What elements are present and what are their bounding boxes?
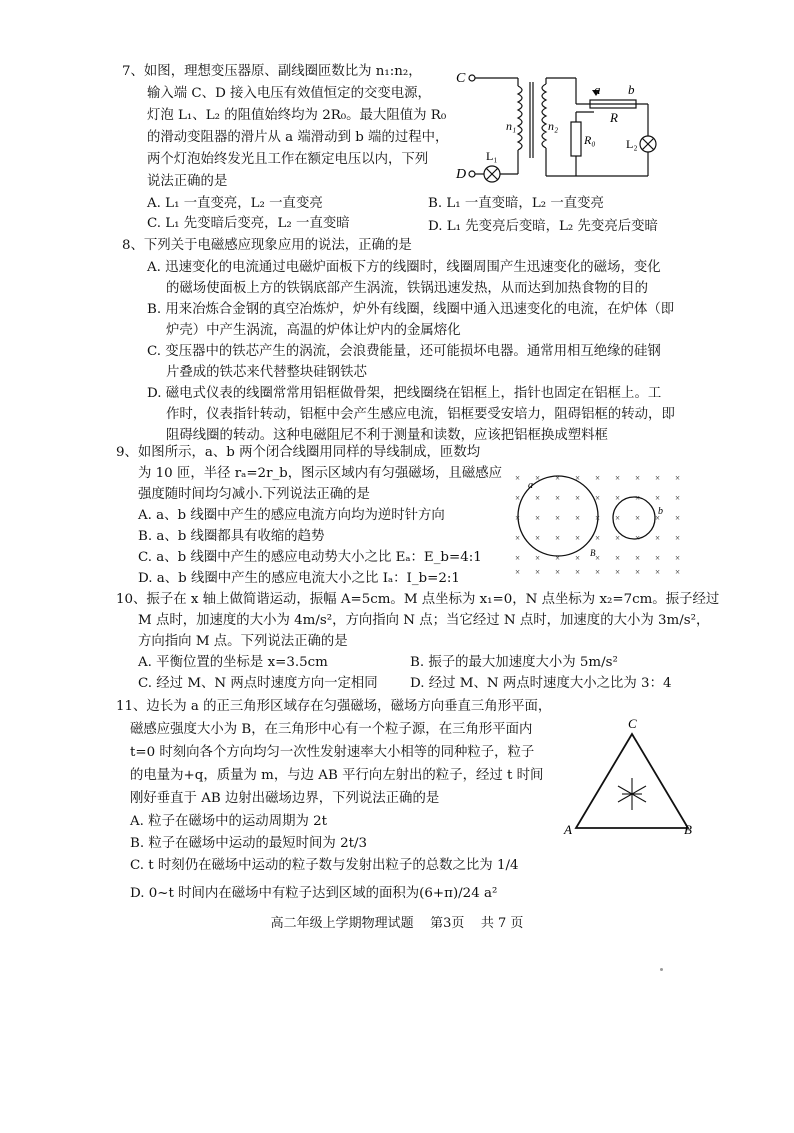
field-cross-mark: × [535, 513, 541, 523]
label-b: b [628, 82, 635, 97]
field-cross-mark: × [655, 567, 661, 577]
q8-option-c-line-2: 片叠成的铁芯来代替整块硅钢铁芯 [166, 365, 367, 380]
field-cross-mark: × [555, 493, 561, 503]
field-cross-mark: × [655, 493, 661, 503]
label-c: C [456, 71, 466, 86]
label-r: R [610, 110, 618, 125]
q7-stem-line-6: 说法正确的是 [147, 174, 228, 189]
field-cross-mark: × [555, 533, 561, 543]
q8-option-a-line-2: 的磁场使面板上方的铁锅底部产生涡流，铁锅迅速发热，从而达到加热食物的目的 [166, 281, 649, 296]
q9-option-d: D. a、b 线圈中产生的感应电流大小之比 Iₐ：I_b=2:1 [138, 571, 460, 586]
q11-option-d: D. 0~t 时间内在磁场中有粒子达到区域的面积为(6+π)/24 a² [130, 886, 498, 901]
q7-option-c: C. L₁ 先变暗后变亮，L₂ 一直变暗 [147, 216, 350, 231]
field-cross-mark: × [675, 533, 681, 543]
field-cross-mark: × [675, 553, 681, 563]
field-cross-mark: × [655, 533, 661, 543]
label-d: D [456, 167, 467, 182]
q11-option-c: C. t 时刻仍在磁场中运动的粒子数与发射出粒子的总数之比为 1/4 [130, 858, 519, 873]
field-cross-mark: × [635, 533, 641, 543]
q11-stem-line-4: 的电量为+q，质量为 m，与边 AB 平行向左射出的粒子，经过 t 时间 [130, 768, 544, 783]
field-cross-mark: × [615, 553, 621, 563]
field-cross-mark: × [635, 567, 641, 577]
q10-option-c: C. 经过 M、N 两点时速度方向一定相同 [138, 676, 378, 691]
label-n2: n₂ [548, 119, 559, 133]
field-cross-mark: × [615, 533, 621, 543]
q8-option-b-line-2: 炉壳）中产生涡流，高温的炉体让炉内的金属熔化 [166, 323, 461, 338]
label-field-b: B [590, 548, 596, 558]
q7-option-a: A. L₁ 一直变亮，L₂ 一直变亮 [147, 196, 323, 211]
field-cross-mark: × [555, 553, 561, 563]
q9-option-c: C. a、b 线圈中产生的感应电动势大小之比 Eₐ：E_b=4:1 [138, 550, 482, 565]
field-cross-mark: × [635, 553, 641, 563]
field-cross-mark: × [615, 473, 621, 483]
q10-option-a: A. 平衡位置的坐标是 x=3.5cm [138, 655, 328, 670]
field-cross-mark: × [535, 567, 541, 577]
q9-stem-line-2: 为 10 匝，半径 rₐ=2r_b，图示区域内有匀强磁场，且磁感应 [138, 466, 502, 481]
field-cross-mark: × [595, 493, 601, 503]
q11-stem-line-3: t=0 时刻向各个方向均匀一次性发射速率大小相等的同种粒子，粒子 [130, 745, 535, 760]
triangle-field-figure [560, 716, 700, 840]
q11-stem-line-5: 刚好垂直于 AB 边射出磁场边界，下列说法正确的是 [130, 791, 440, 806]
field-cross-mark: × [515, 553, 521, 563]
field-cross-mark: × [595, 473, 601, 483]
q7-stem-line-1: 7、如图，理想变压器原、副线圈匝数比为 n₁:n₂， [122, 64, 422, 79]
q7-option-d: D. L₁ 先变亮后变暗，L₂ 先变亮后变暗 [428, 219, 658, 234]
field-cross-mark: × [635, 473, 641, 483]
transformer-circuit-figure [452, 64, 678, 192]
q9-option-b: B. a、b 线圈都具有收缩的趋势 [138, 529, 325, 544]
q10-stem-line-1: 10、振子在 x 轴上做简谐运动，振幅 A=5cm。M 点坐标为 x₁=0，N 点坐标为 x₂=7cm。振子经过 [116, 592, 720, 607]
q7-stem-line-5: 两个灯泡始终发光且工作在额定电压以内，下列 [147, 152, 429, 167]
label-r0: R₀ [584, 133, 596, 147]
q8-option-a-line-1: A. 迅速变化的电流通过电磁炉面板下方的线圈时，线圈周围产生迅速变化的磁场，变化 [147, 260, 661, 275]
field-cross-mark: × [575, 493, 581, 503]
field-cross-mark: × [555, 567, 561, 577]
label-l2: L₂ [626, 137, 638, 151]
vertex-c: C [628, 716, 637, 731]
field-cross-mark: × [615, 513, 621, 523]
field-cross-mark: × [675, 493, 681, 503]
q9-option-a: A. a、b 线圈中产生的感应电流方向均为逆时针方向 [138, 508, 445, 523]
field-cross-mark: × [595, 553, 601, 563]
field-cross-mark: × [575, 567, 581, 577]
field-cross-mark: × [575, 533, 581, 543]
label-coil-a: a [528, 480, 533, 491]
field-cross-mark: × [575, 513, 581, 523]
field-cross-mark: × [655, 513, 661, 523]
q9-stem-line-3: 强度随时间均匀减小.下列说法正确的是 [138, 487, 370, 502]
q11-stem-line-1: 11、边长为 a 的正三角形区域存在匀强磁场，磁场方向垂直三角形平面， [116, 699, 552, 714]
field-cross-mark: × [595, 533, 601, 543]
field-cross-mark: × [655, 553, 661, 563]
q7-stem-line-3: 灯泡 L₁、L₂ 的阻值始终均为 2R₀。最大阻值为 R₀ [147, 108, 447, 123]
field-cross-mark: × [595, 513, 601, 523]
field-cross-mark: × [535, 533, 541, 543]
field-cross-mark: × [535, 553, 541, 563]
field-cross-mark: × [555, 473, 561, 483]
field-cross-mark: × [615, 493, 621, 503]
field-cross-mark: × [575, 553, 581, 563]
q11-stem-line-2: 磁感应强度大小为 B，在三角形中心有一个粒子源，在三角形平面内 [130, 722, 533, 737]
label-l1: L₁ [486, 149, 498, 163]
q8-option-d-line-1: D. 磁电式仪表的线圈常常用铝框做骨架，把线圈绕在铝框上，指针也固定在铝框上。工 [147, 386, 662, 401]
q10-stem-line-2: M 点时，加速度的大小为 4m/s²，方向指向 N 点；当它经过 N 点时，加速度的大小为 3m/s²， [138, 613, 710, 628]
vertex-a: A [564, 822, 572, 837]
q7-stem-line-2: 输入端 C、D 接入电压有效值恒定的交变电源， [147, 86, 431, 101]
q8-option-d-line-3: 阻碍线圈的转动。这种电磁阻尼不利于测量和读数，应该把铝框换成塑料框 [166, 428, 608, 443]
q7-option-b: B. L₁ 一直变暗，L₂ 一直变亮 [428, 196, 604, 211]
q10-stem-line-3: 方向指向 M 点。下列说法正确的是 [138, 634, 348, 649]
label-a: a [594, 82, 601, 97]
field-cross-mark: × [515, 473, 521, 483]
field-cross-mark: × [615, 567, 621, 577]
q8-stem: 8、下列关于电磁感应现象应用的说法，正确的是 [122, 238, 412, 253]
label-coil-b: b [658, 506, 663, 517]
q10-option-d: D. 经过 M、N 两点时速度大小之比为 3：4 [410, 676, 672, 691]
label-n1: n₁ [506, 119, 517, 133]
vertex-b: B [684, 822, 692, 837]
q8-option-b-line-1: B. 用来冶炼合金钢的真空冶炼炉，炉外有线圈，线圈中通入迅速变化的电流，在炉体（即 [147, 302, 675, 317]
field-cross-mark: × [515, 567, 521, 577]
field-cross-mark: × [635, 513, 641, 523]
field-cross-mark: × [655, 473, 661, 483]
particle-source-icon [618, 778, 646, 810]
q9-stem-line-1: 9、如图所示，a、b 两个闭合线圈用同样的导线制成，匝数均 [116, 445, 481, 460]
page-footer: 高二年级上学期物理试题 第3页 共 7 页 [270, 916, 524, 931]
field-cross-mark: × [675, 567, 681, 577]
field-cross-mark: × [515, 513, 521, 523]
q8-option-d-line-2: 作时，仪表指针转动，铝框中会产生感应电流，铝框要受安培力，阻碍铝框的转动，即 [166, 407, 675, 422]
speck [660, 968, 663, 971]
field-cross-mark: × [575, 473, 581, 483]
q11-option-a: A. 粒子在磁场中的运动周期为 2t [130, 814, 328, 829]
field-cross-mark: × [675, 473, 681, 483]
field-cross-mark: × [675, 513, 681, 523]
field-cross-mark: × [515, 493, 521, 503]
field-cross-mark: × [635, 493, 641, 503]
magnetic-field-coils-figure [508, 466, 686, 578]
q11-option-b: B. 粒子在磁场中运动的最短时间为 2t/3 [130, 836, 368, 851]
q7-stem-line-4: 的滑动变阻器的滑片从 a 端滑动到 b 端的过程中， [147, 130, 449, 145]
field-cross-mark: × [535, 473, 541, 483]
q8-option-c-line-1: C. 变压器中的铁芯产生的涡流，会浪费能量，还可能损坏电器。通常用相互绝缘的硅钢 [147, 344, 661, 359]
field-cross-mark: × [555, 513, 561, 523]
field-cross-mark: × [515, 533, 521, 543]
field-cross-mark: × [535, 493, 541, 503]
field-cross-mark: × [595, 567, 601, 577]
q10-option-b: B. 振子的最大加速度大小为 5m/s² [410, 655, 618, 670]
